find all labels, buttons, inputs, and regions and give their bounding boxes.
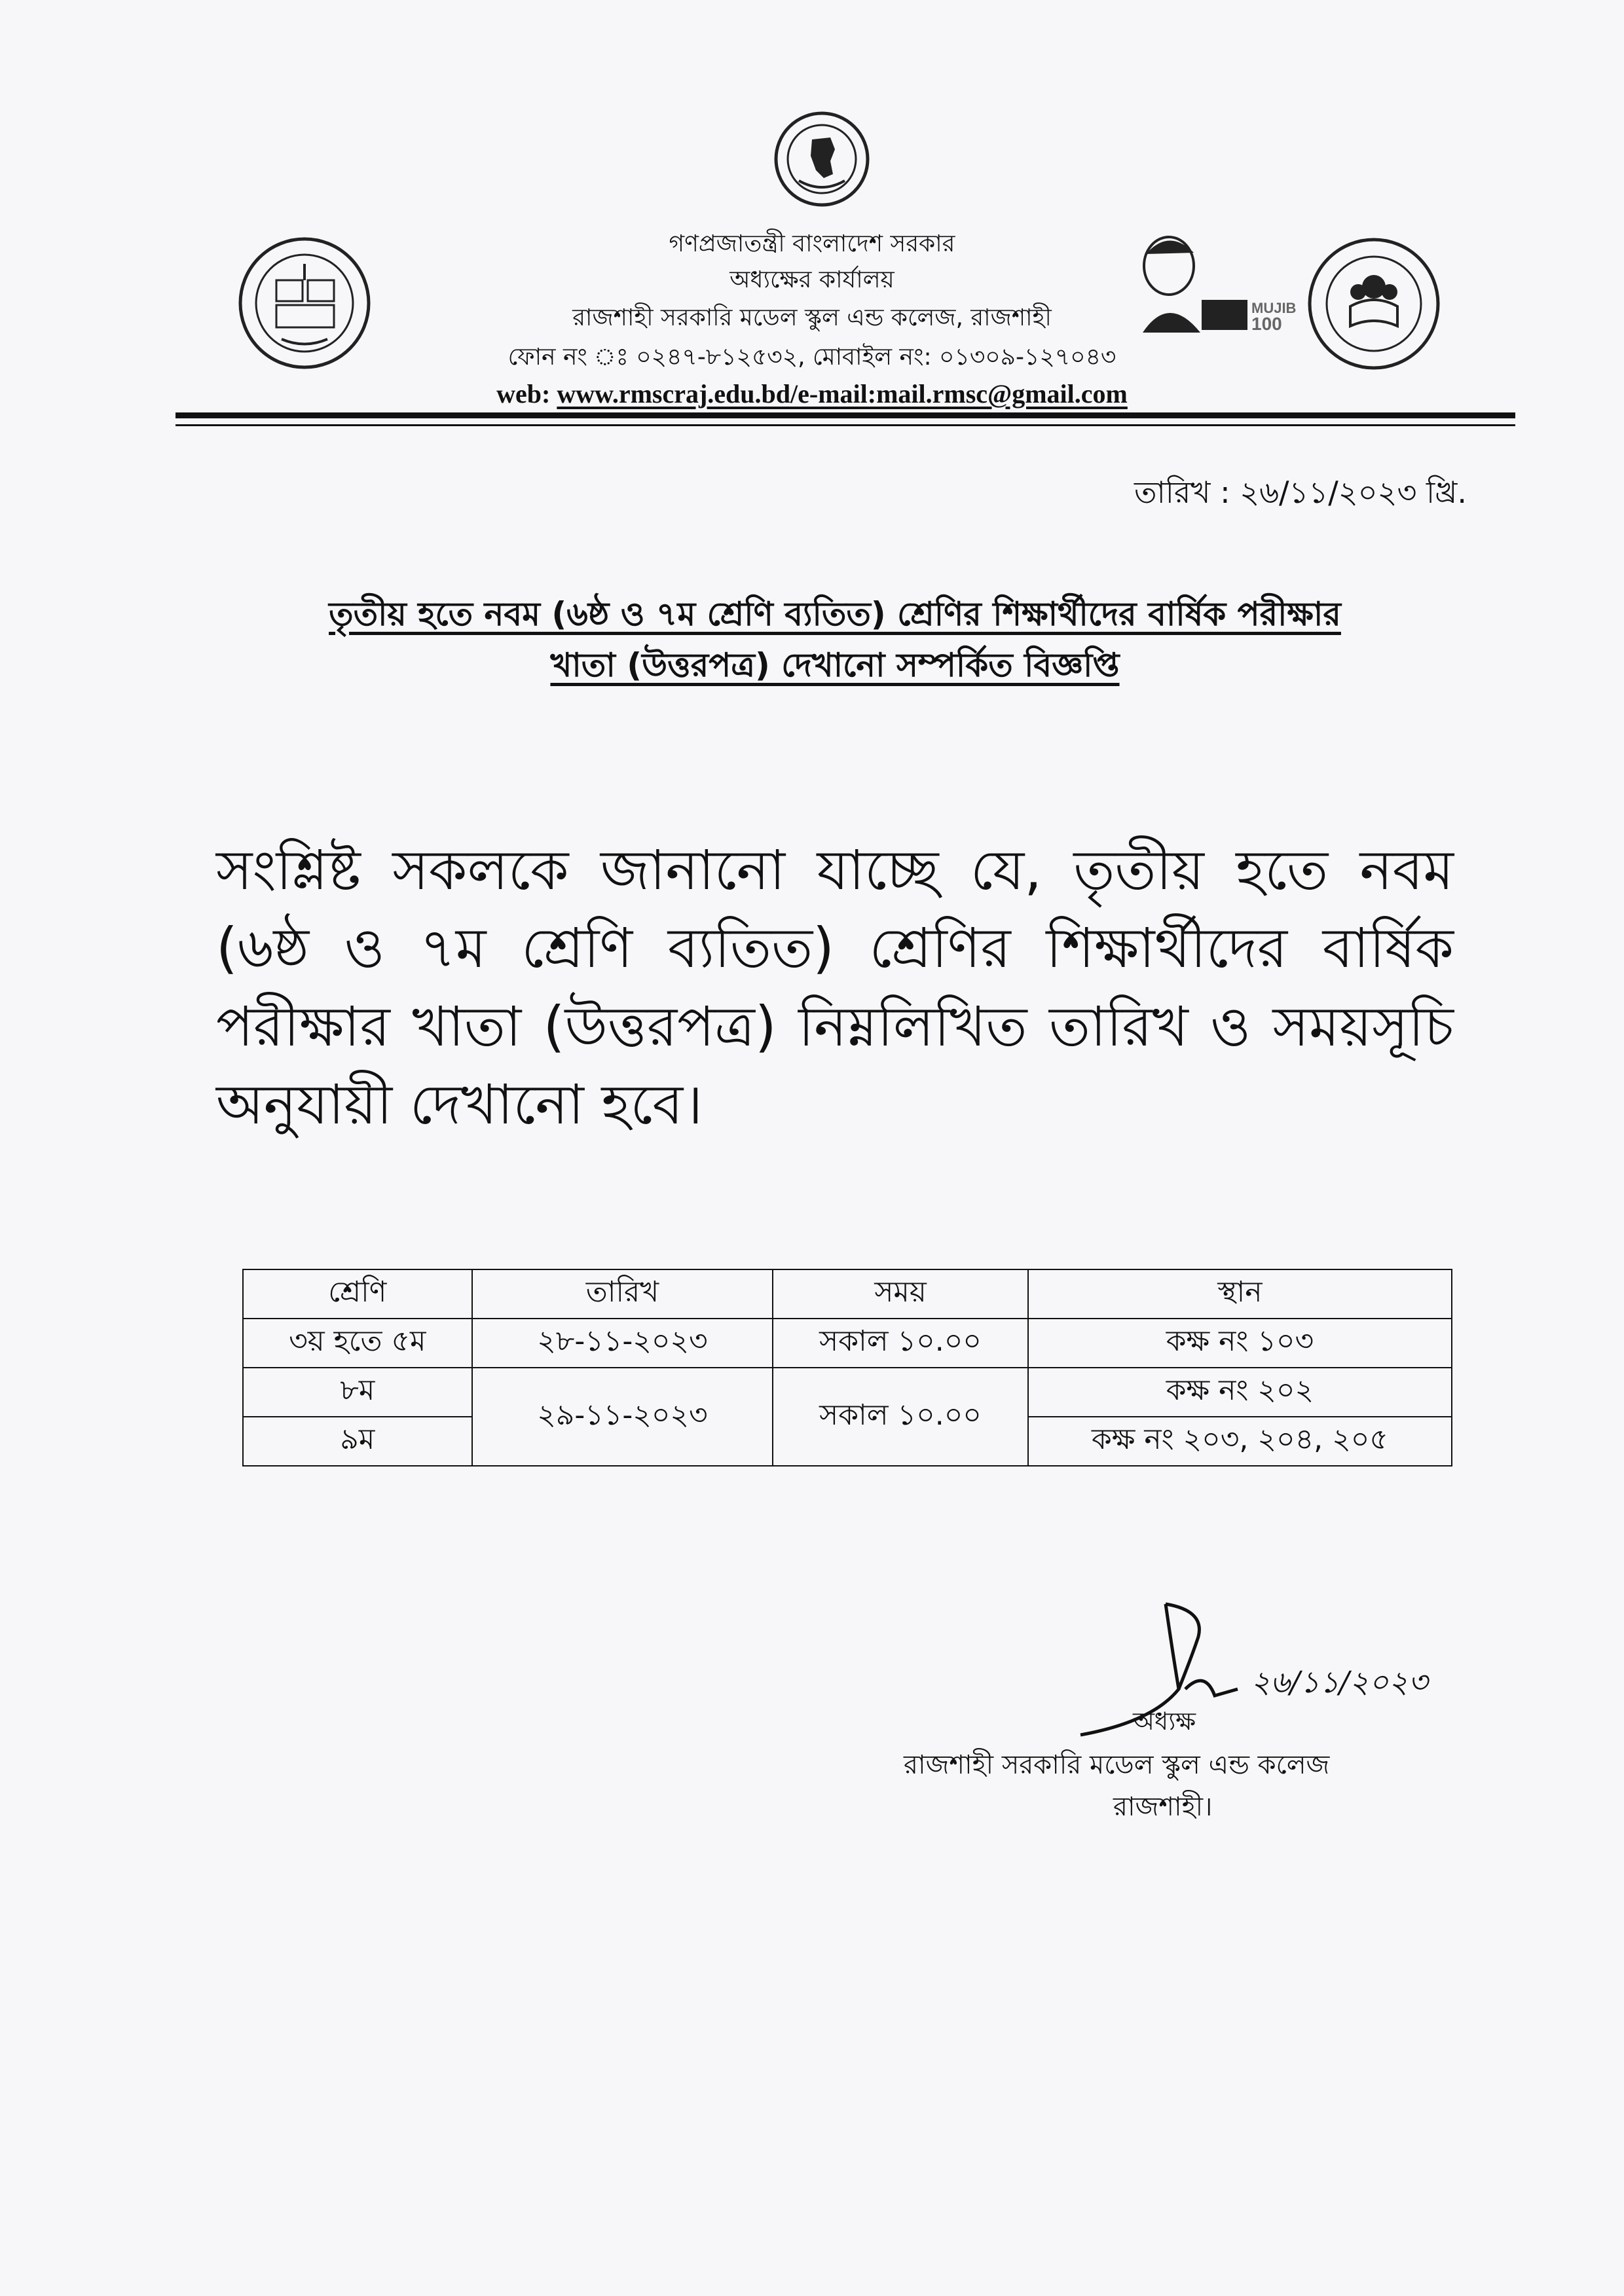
shikkha-seal-icon bbox=[1304, 234, 1443, 373]
header-rule-thin bbox=[175, 424, 1515, 426]
schedule-table bbox=[242, 1269, 1452, 1467]
notice-subject bbox=[196, 589, 1473, 691]
cell-class: ৩য় হতে ৫ম bbox=[243, 1319, 472, 1368]
header-web-prefix: web: bbox=[496, 379, 557, 409]
cell-date: ২৮-১১-২০২৩ bbox=[472, 1319, 773, 1368]
header-institution: রাজশাহী সরকারি মডেল স্কুল এন্ড কলেজ, রাজশাহী bbox=[572, 304, 1052, 331]
header-rule bbox=[175, 412, 1515, 418]
cell-class: ৮ম bbox=[243, 1368, 472, 1417]
cell-class: ৯ম bbox=[243, 1417, 472, 1466]
government-seal-icon bbox=[773, 110, 871, 208]
column-header-time: সময় bbox=[773, 1269, 1028, 1319]
table-row bbox=[243, 1319, 1452, 1368]
signature-date: ২৬/১১/২০২৩ bbox=[1251, 1664, 1428, 1700]
cell-date: ২৯-১১-২০২৩ bbox=[472, 1368, 773, 1466]
cell-room: কক্ষ নং ২০৩, ২০৪, ২০৫ bbox=[1028, 1417, 1452, 1466]
signatory-city: রাজশাহী। bbox=[1113, 1792, 1213, 1822]
cell-room: কক্ষ নং ২০২ bbox=[1028, 1368, 1452, 1417]
signatory-institution: রাজশাহী সরকারি মডেল স্কুল এন্ড কলেজ bbox=[904, 1750, 1330, 1780]
column-header-room: স্থান bbox=[1028, 1269, 1452, 1319]
cell-room: কক্ষ নং ১০৩ bbox=[1028, 1319, 1452, 1368]
column-header-date: তারিখ bbox=[472, 1269, 773, 1319]
cell-time: সকাল ১০.০০ bbox=[773, 1319, 1028, 1368]
school-seal-icon bbox=[236, 234, 373, 372]
table-header-row bbox=[243, 1269, 1452, 1319]
notice-body: সংশ্লিষ্ট সকলকে জানানো যাচ্ছে যে, তৃতীয় হতে নবম (৬ষ্ঠ ও ৭ম শ্রেণি ব্যতিত) শ্রেণির শিক্ষার্থীদের বার্ষিক পরীক্ষার খাতা (উত্তরপত্র) নিম্নলিখিত তারিখ ও সময়সূচি অনুযায়ী দেখানো হবে। bbox=[216, 838, 1454, 1137]
header-phone: ফোন নং ঃ ০২৪৭-৮১২৫৩২, মোবাইল নং: ০১৩০৯-১২৭০৪৩ bbox=[507, 344, 1116, 371]
column-header-class: শ্রেণি bbox=[243, 1269, 472, 1319]
header-govt: গণপ্রজাতন্ত্রী বাংলাদেশ সরকার bbox=[669, 230, 955, 257]
subject-line-2: খাতা (উত্তরপত্র) দেখানো সম্পর্কিত বিজ্ঞপ্তি bbox=[550, 646, 1120, 684]
subject-line-1: তৃতীয় হতে নবম (৬ষ্ঠ ও ৭ম শ্রেণি ব্যতিত) শ্রেণির শিক্ষার্থীদের বার্ষিক পরীক্ষার bbox=[329, 595, 1341, 633]
header-web bbox=[386, 378, 1238, 409]
header-office: অধ্যক্ষের কার্যালয় bbox=[729, 266, 895, 293]
header-web-link[interactable]: www.rmscraj.edu.bd/e-mail:mail.rmsc@gmail.com bbox=[557, 379, 1128, 409]
svg-text:MUJIB: MUJIB bbox=[1251, 300, 1297, 316]
table-row bbox=[243, 1368, 1452, 1417]
notice-date: তারিখ : ২৬/১১/২০২৩ খ্রি. bbox=[1134, 475, 1467, 510]
signatory-role: অধ্যক্ষ bbox=[1133, 1707, 1196, 1736]
cell-time: সকাল ১০.০০ bbox=[773, 1368, 1028, 1466]
svg-text:100: 100 bbox=[1251, 314, 1282, 334]
